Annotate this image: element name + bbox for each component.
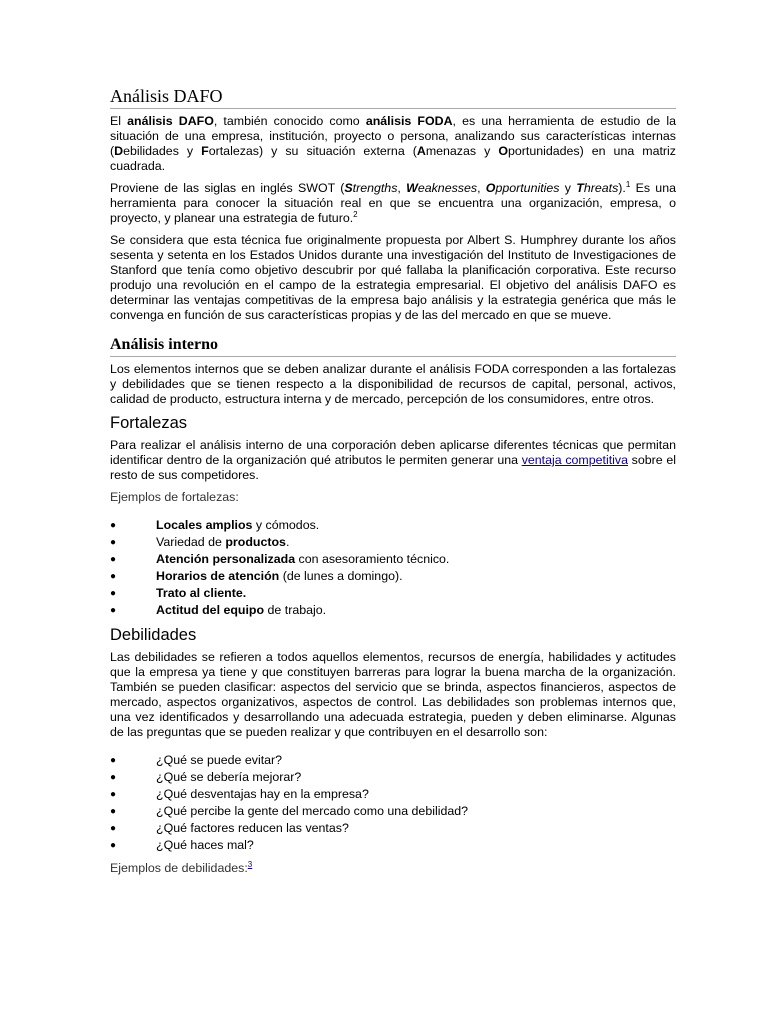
list-item: ● Variedad de productos. xyxy=(110,535,290,549)
list-item: ● Locales amplios y cómodos. xyxy=(110,518,320,532)
section-heading-weaknesses: Debilidades xyxy=(110,626,197,644)
bullet-icon: ● xyxy=(110,840,117,851)
bullet-icon: ● xyxy=(110,588,117,599)
footnote-ref-1[interactable]: 1 xyxy=(625,179,631,189)
bullet-icon: ● xyxy=(110,605,117,616)
internal-paragraph: Los elementos internos que se deben analizar durante el análisis FODA corresponden a las fortalezas y debilidades que se tienen respecto a la disponibilidad de recursos de capital, personal, activos, calidad de producto, estructura interna y de mercado, percepción de los consumidores, entre otros. xyxy=(110,362,676,406)
intro-paragraph-1: El análisis DAFO, también conocido como análisis FODA, es una herramienta de estudio de la situación de una empresa, institución, proyecto o persona, analizando sus características internas (Debilidades y Fortalezas) y su situación externa (Amenazas y Oportunidades) en una matriz cuadrada. xyxy=(110,114,676,173)
footnote-ref-3[interactable]: 3 xyxy=(247,859,253,869)
bullet-icon: ● xyxy=(110,806,117,817)
list-item: ● Actitud del equipo de trabajo. xyxy=(110,603,327,617)
bullet-icon: ● xyxy=(110,772,117,783)
list-item: ● ¿Qué factores reducen las ventas? xyxy=(110,821,349,835)
article-content xyxy=(110,85,676,876)
bullet-icon: ● xyxy=(110,755,117,766)
strengths-paragraph: Para realizar el análisis interno de una corporación deben aplicarse diferentes técnicas que permitan identificar dentro de la organización qué atributos le permiten generar una ventaja competitiva sobre el resto de sus competidores. xyxy=(110,438,676,482)
strengths-list xyxy=(110,517,676,619)
list-item: ● Atención personalizada con asesoramiento técnico. xyxy=(110,552,450,566)
bullet-icon: ● xyxy=(110,554,117,565)
list-item: ● Horarios de atención (de lunes a domingo). xyxy=(110,569,403,583)
strengths-examples-label: Ejemplos de fortalezas: xyxy=(110,490,239,504)
page-title: Análisis DAFO xyxy=(110,85,676,109)
list-item: ● ¿Qué se debería mejorar? xyxy=(110,770,302,784)
bullet-icon: ● xyxy=(110,537,117,548)
bullet-icon: ● xyxy=(110,520,117,531)
list-item: ● ¿Qué percibe la gente del mercado como una debilidad? xyxy=(110,804,469,818)
intro-paragraph-2: Proviene de las siglas en inglés SWOT (Strengths, Weaknesses, Opportunities y Threats).$^1$ Es una herramienta para conocer la situación real en que se encuentra una organización, empresa, o proyecto, y planear una estrategia de futuro.$^2$ xyxy=(110,179,676,225)
list-item: ● ¿Qué desventajas hay en la empresa? xyxy=(110,787,369,801)
weaknesses-examples-label: Ejemplos de debilidades:$^3$ xyxy=(110,859,253,875)
footnote-ref-2[interactable]: 2 xyxy=(353,209,358,219)
list-item: ● ¿Qué se puede evitar? xyxy=(110,753,283,767)
list-item: ● Trato al cliente. xyxy=(110,586,247,600)
weaknesses-paragraph: Las debilidades se refieren a todos aquellos elementos, recursos de energía, habilidades y actitudes que la empresa ya tiene y que constituyen barreras para lograr la buena marcha de la organización. También se pueden clasificar: aspectos del servicio que se brinda, aspectos financieros, aspectos de mercado, aspectos organizativos, aspectos de control. Las debilidades son problemas internos que, una vez identificados y desarrollando una adecuada estrategia, pueden y deben eliminarse. Algunas de las preguntas que se pueden realizar y que contribuyen en el desarrollo son: xyxy=(110,650,676,739)
section-heading-strengths: Fortalezas xyxy=(110,414,188,432)
bullet-icon: ● xyxy=(110,823,117,834)
section-heading-internal: Análisis interno xyxy=(110,335,676,357)
bullet-icon: ● xyxy=(110,789,117,800)
bullet-icon: ● xyxy=(110,571,117,582)
weaknesses-questions-list xyxy=(110,752,676,854)
list-item: ● ¿Qué haces mal? xyxy=(110,838,254,852)
link-ventaja-competitiva[interactable]: ventaja competitiva xyxy=(521,453,628,467)
intro-paragraph-3: Se considera que esta técnica fue originalmente propuesta por Albert S. Humphrey durante los años sesenta y setenta en los Estados Unidos durante una investigación del Instituto de Investigaciones de Stanford que tenía como objetivo descubrir por qué fallaba la planificación corporativa. Este recurso produjo una revolución en el campo de la estrategia empresarial. El objetivo del análisis DAFO es determinar las ventajas competitivas de la empresa bajo análisis y la estrategia genérica que más le convenga en función de sus características propias y de las del mercado en que se mueve. xyxy=(110,233,676,322)
